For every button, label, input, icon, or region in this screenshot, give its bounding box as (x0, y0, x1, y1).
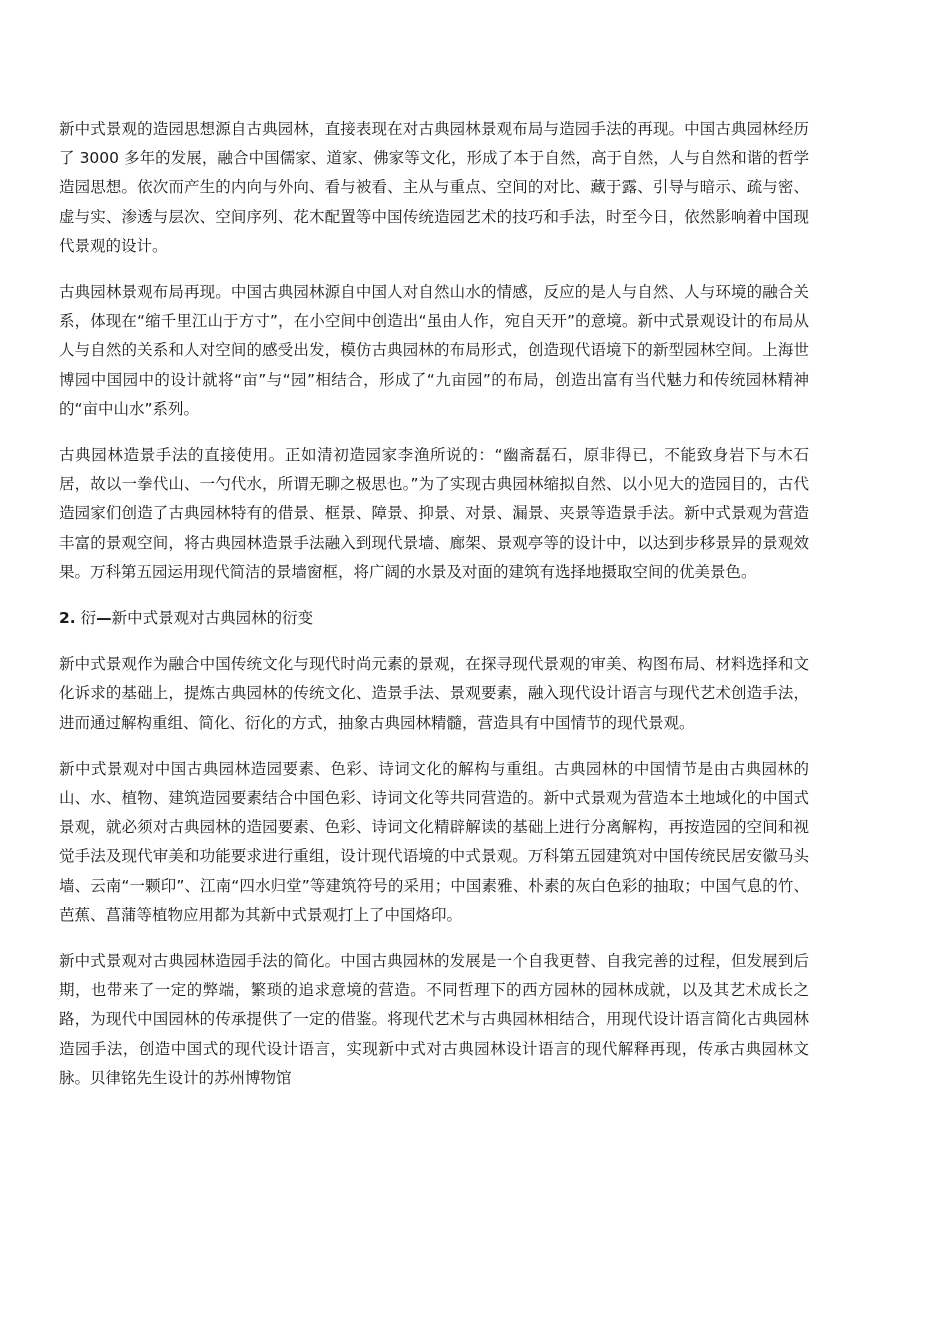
paragraph-deconstruction: 新中式景观对中国古典园林造园要素、色彩、诗词文化的解构与重组。古典园林的中国情节是由古典园林的山、水、植物、建筑造园要素结合中国色彩、诗词文化等共同营造的。新中式景观为营造本土地域化的中国式景观，就必须对古典园林的造园要素、色彩、诗词文化精辟解读的基础上进行分离解构，再按造园的空间和视觉手法及现代审美和功能要求进行重组，设计现代语境的中式景观。万科第五园建筑对中国传统民居安徽马头墙、云南“一颗印”、江南“四水归堂”等建筑符号的采用；中国素雅、朴素的灰白色彩的抽取；中国气息的竹、芭蕉、菖蒲等植物应用都为其新中式景观打上了中国烙印。 (59, 759, 809, 924)
section-number: 2. (59, 609, 76, 628)
section-title-part1: 衍 (80, 609, 97, 628)
paragraph-layout-reproduction: 古典园林景观布局再现。中国古典园林源自中国人对自然山水的情感，反应的是人与自然、人与环境的融合关系，体现在“缩千里江山于方寸”，在小空间中创造出“虽由人作，宛自天开”的意境。新中式景观设计的布局从人与自然的关系和人对空间的感受出发，模仿古典园林的布局形式，创造现代语境下的新型园林空间。上海世博园中国园中的设计就将“亩”与“园”相结合，形成了“九亩园”的布局，创造出富有当代魅力和传统园林精神的“亩中山水”系列。 (59, 283, 809, 418)
paragraph-scenery-techniques: 古典园林造景手法的直接使用。正如清初造园家李渔所说的：“幽斋磊石，原非得已，不能致身岩下与木石居，故以一拳代山、一勺代水，所谓无聊之极思也。”为了实现古典园林缩拟自然、以小见大的造园目的，古代造园家们创造了古典园林特有的借景、框景、障景、抑景、对景、漏景、夹景等造景手法。新中式景观为营造丰富的景观空间，将古典园林造景手法融入到现代景墙、廊架、景观亭等的设计中，以达到步移景异的景观效果。万科第五园运用现代简洁的景墙窗框，将广阔的水景及对面的建筑有选择地摄取空间的优美景色。 (59, 446, 809, 581)
paragraph-simplification: 新中式景观对古典园林造园手法的简化。中国古典园林的发展是一个自我更替、自我完善的过程，但发展到后期，也带来了一定的弊端，繁琐的追求意境的营造。不同哲理下的西方园林的园林成就，以及其艺术成长之路，为现代中国园林的传承提供了一定的借鉴。将现代艺术与古典园林相结合，用现代设计语言简化古典园林造园手法，创造中国式的现代设计语言，实现新中式对古典园林设计语言的现代解释再现，传承古典园林文脉。贝律铭先生设计的苏州博物馆 (59, 952, 809, 1087)
paragraph-intro: 新中式景观的造园思想源自古典园林，直接表现在对古典园林景观布局与造园手法的再现。中国古典园林经历了 3000 多年的发展，融合中国儒家、道家、佛家等文化，形成了本于自然，高于自然，人与自然和谐的哲学造园思想。依次而产生的内向与外向、看与被看、主从与重点、空间的对比、藏于露、引导与暗示、疏与密、虚与实、渗透与层次、空间序列、花木配置等中国传统造园艺术的技巧和手法，时至今日，依然影响着中国现代景观的设计。 (59, 120, 809, 255)
section-title-part2: 新中式景观对古典园林的衍变 (111, 609, 314, 628)
section-heading (59, 604, 809, 633)
paragraph-evolution-overview: 新中式景观作为融合中国传统文化与现代时尚元素的景观，在探寻现代景观的审美、构图布局、材料选择和文化诉求的基础上，提炼古典园林的传统文化、造景手法、景观要素，融入现代设计语言与现代艺术创造手法，进而通过解构重组、简化、衍化的方式，抽象古典园林精髓，营造具有中国情节的现代景观。 (59, 655, 809, 732)
document-page (59, 115, 809, 1110)
section-title-dash: — (96, 609, 112, 628)
